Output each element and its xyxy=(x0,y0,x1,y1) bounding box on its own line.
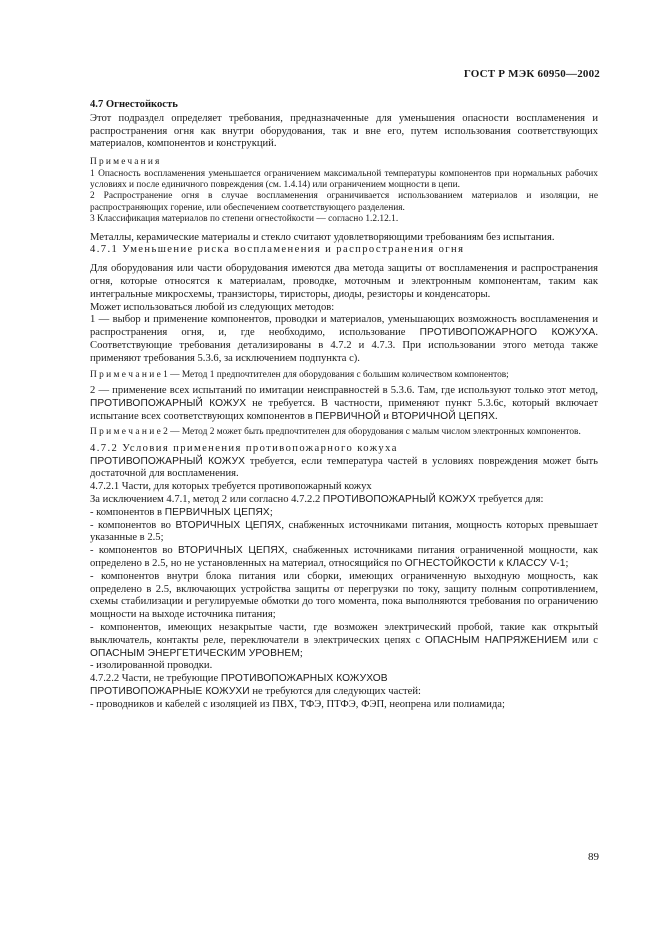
subsection-4-7-2-text: ПРОТИВОПОЖАРНЫЙ КОЖУХ требуется, если температура частей в условиях повреждения может быть достаточной для воспламенения. xyxy=(90,455,598,480)
subsection-4-7-2-1-title: 4.7.2.1 Части, для которых требуется противопожарный кожух xyxy=(90,481,372,493)
metals-paragraph: Металлы, керамические материалы и стекло считают удовлетворяющими требованиям без испытания. xyxy=(90,231,555,243)
method-2-note: П р и м е ч а н и е 2 — Метод 2 может быть предпочтителен для оборудования с малым числом электронных компонентов. xyxy=(90,427,581,438)
notes-heading: Примечания xyxy=(90,157,162,168)
section-intro: Этот подраздел определяет требования, предназначенные для уменьшения опасности воспламенения и распространения огня как внутри оборудования, так и вне его, путем использования соответствующих материалов, компонентов и конструкций. xyxy=(90,112,598,150)
document-header: ГОСТ Р МЭК 60950—2002 xyxy=(463,68,600,80)
list-item: - компонентов, имеющих незакрытые части, где возможен электрический пробой, такие как открытый выключатель, контакты реле, переключатели в электрических цепях с ОПАСНЫМ НАПРЯЖЕНИЕМ или с ОПАСНЫМ ЭНЕРГЕТИЧЕСКИМ УРОВНЕМ; xyxy=(90,621,598,659)
methods-intro: Может использоваться любой из следующих методов: xyxy=(90,301,335,313)
list-item: - компонентов во ВТОРИЧНЫХ ЦЕПЯХ, снабженных источниками питания ограниченной мощности, как определено в 2.5, но не установленных на материал, относящийся по ОГНЕСТОЙКОСТИ к КЛАССУ V-1; xyxy=(90,545,599,569)
method-1-note: П р и м е ч а н и е 1 — Метод 1 предпочтителен для оборудования с большим количеством компонентов; xyxy=(90,369,509,380)
method-1: 1 — выбор и применение компонентов, проводки и материалов, уменьшающих возможность воспламенения и распространения огня, и, где необходимо, использование ПРОТИВОПОЖАРНОГО КОЖУХА. Соответствующие требования детализированы в 4.7.2 и 4.7.3. При использовании этого метода также применяют требования 5.3.6, за исключением подпункта с). xyxy=(90,314,598,364)
subsection-4-7-1-title: 4.7.1 Уменьшение риска воспламенения и распространения огня xyxy=(90,244,465,256)
subsection-4-7-2-1-text: За исключением 4.7.1, метод 2 или согласно 4.7.2.2 ПРОТИВОПОЖАРНЫЙ КОЖУХ требуется для: xyxy=(90,493,544,505)
note-3: 3 Классификация материалов по степени огнестойкости — согласно 1.2.12.1. xyxy=(90,214,399,225)
list-item: - компонентов во ВТОРИЧНЫХ ЦЕПЯХ, снабженных источниками питания, мощность которых превышает указанные в 2.5; xyxy=(90,519,599,544)
method-2: 2 — применение всех испытаний по имитации неисправностей в 5.3.6. Там, где используют только этот метод, ПРОТИВОПОЖАРНЫЙ КОЖУХ не требуется. В частности, применяют пункт 5.3.6с, который включает испытание всех соответствующих компонентов в ПЕРВИЧНОЙ и ВТОРИЧНОЙ ЦЕПЯХ. xyxy=(90,385,599,422)
methods-paragraph: Для оборудования или части оборудования имеются два метода защиты от воспламенения и распространения огня, которые относятся к материалам, проводке, моточным и электронным компонентам, таким как интегральные микросхемы, транзисторы, тиристоры, диоды, резисторы и конденсаторы. xyxy=(90,263,598,300)
list-item: - компонентов внутри блока питания или сборки, имеющих ограниченную выходную мощность, как определено в 2.5, включающих устройства защиты от перегрузки по току, защиту полным сопротивлением, схемы стабилизации и регулируемые обмотки до того момента, пока выполняются требования по ограничению мощности на выходе источника питания; xyxy=(90,570,598,621)
subsection-4-7-2-2-text: ПРОТИВОПОЖАРНЫЕ КОЖУХИ не требуются для следующих частей: xyxy=(90,685,421,697)
list-item: - проводников и кабелей с изоляцией из ПВХ, ТФЭ, ПТФЭ, ФЭП, неопрена или полиамида; xyxy=(90,698,505,710)
list-item: - изолированной проводки. xyxy=(90,660,213,672)
note-2: 2 Распространение огня в случае воспламенения ограничивается использованием материалов и изоляции, не распространяющих горение, или обеспечением соответствующего разделения. xyxy=(90,191,598,213)
page-number: 89 xyxy=(588,851,599,863)
section-title: 4.7 Огнестойкость xyxy=(90,99,178,110)
subsection-4-7-2-2-title: 4.7.2.2 Части, не требующие ПРОТИВОПОЖАРНЫХ КОЖУХОВ xyxy=(90,673,388,685)
note-1: 1 Опасность воспламенения уменьшается ограничением максимальной температуры компонентов при нормальных рабочих условиях и после единичного повреждения (см. 1.4.14) или ограничением мощности в цепи. xyxy=(90,168,598,190)
subsection-4-7-2-title: 4.7.2 Условия применения противопожарного кожуха xyxy=(90,442,398,454)
list-item: - компонентов в ПЕРВИЧНЫХ ЦЕПЯХ; xyxy=(90,506,273,518)
document-body xyxy=(90,99,598,712)
